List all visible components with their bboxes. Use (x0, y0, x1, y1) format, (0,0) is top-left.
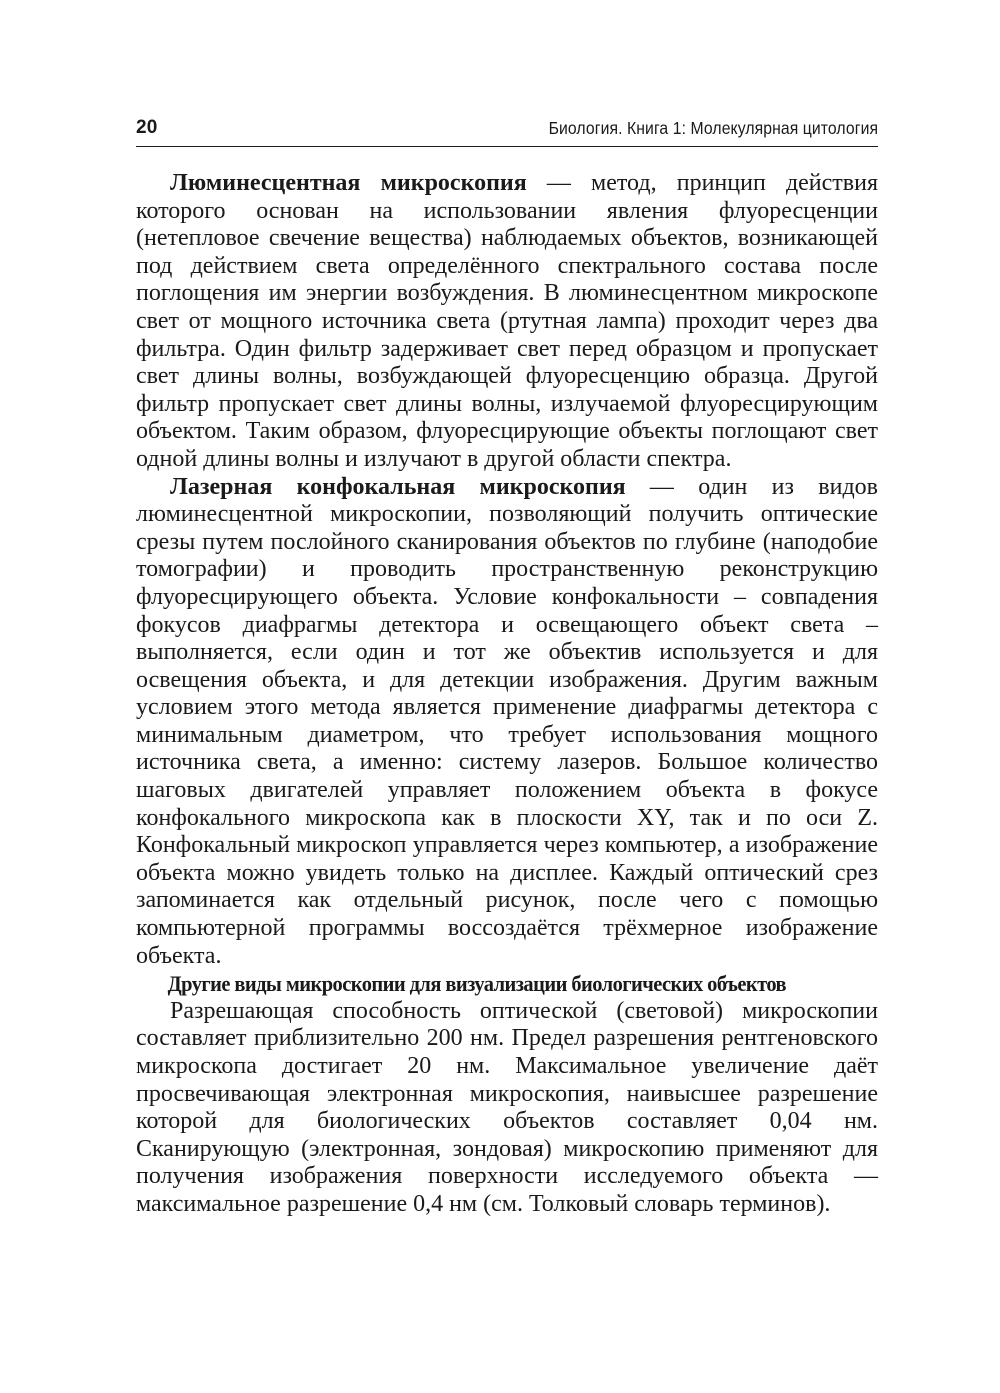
page-number: 20 (136, 117, 158, 138)
term-luminescent-microscopy: Люминесцентная микроскопия (170, 170, 527, 196)
text-body (136, 170, 878, 1219)
paragraph-luminescent-microscopy (136, 170, 878, 474)
running-header (136, 116, 878, 147)
paragraph-confocal-microscopy (136, 474, 878, 971)
paragraph-other-microscopy: Разрешающая способность оптической (световой) микроскопии составляет приблизительно 200 нм. Предел разрешения рентгеновского микроскопа достигает 20 нм. Максимальное увеличение даёт просвечивающая электронная микроскопия, наивысшее разрешение которой для биологических объектов составляет 0,04 нм. Сканирующую (электронная, зондовая) микроскопию применяют для получения изображения поверхности исследуемого объекта — максимальное разрешение 0,4 нм (см. Толковый словарь терминов). (136, 997, 878, 1217)
book-title: Биология. Книга 1: Молекулярная цитология (548, 118, 878, 138)
section-heading-other-microscopy: Другие виды микроскопии для визуализации биологических объектов (167, 971, 787, 997)
term-confocal-microscopy: Лазерная конфокальная микроскопия (170, 473, 626, 500)
definition-luminescent-microscopy: — метод, принцип действия которого основан на использовании явления флуоресценции (нетепловое свечение вещества) наблюдаемых объектов, возникающей под действием света определённого спектрального состава после поглощения им энергии возбуждения. В люминесцентном микроскопе свет от мощного источника света (ртутная лампа) проходит через два фильтра. Один фильтр задерживает свет перед образцом и пропускает свет длины волны, возбуждающей флуоресценцию образца. Другой фильтр пропускает свет длины волны, излучаемой флуоресцирующим объектом. Таким образом, флуоресцирующие объекты поглощают свет одной длины волны и излучают в другой области спектра. (136, 170, 879, 472)
definition-confocal-microscopy: — один из видов люминесцентной микроскопии, позволяющий получить оптические срезы путем послойного сканирования объектов по глубине (наподобие томографии) и проводить пространственную реконструкцию флуоресцирующего объекта. Условие конфокальности – совпадения фокусов диафрагмы детектора и освещающего объект света – выполняется, если один и тот же объектив используется и для освещения объекта, и для детекции изображения. Другим важным условием этого метода является применение диафрагмы детектора с минимальным диаметром, что требует использования мощного источника света, а именно: систему лазеров. Большое количество шаговых двигателей управляет положением объекта в фокусе конфокального микроскопа как в плоскости XY, так и по оси Z. Конфокальный микроскоп управляется через компьютер, а изображение объекта можно увидеть только на дисплее. Каждый оптический срез запоминается как отдельный рисунок, после чего с помощью компьютерной программы воссоздаётся трёхмерное изображение объекта. (136, 473, 878, 969)
